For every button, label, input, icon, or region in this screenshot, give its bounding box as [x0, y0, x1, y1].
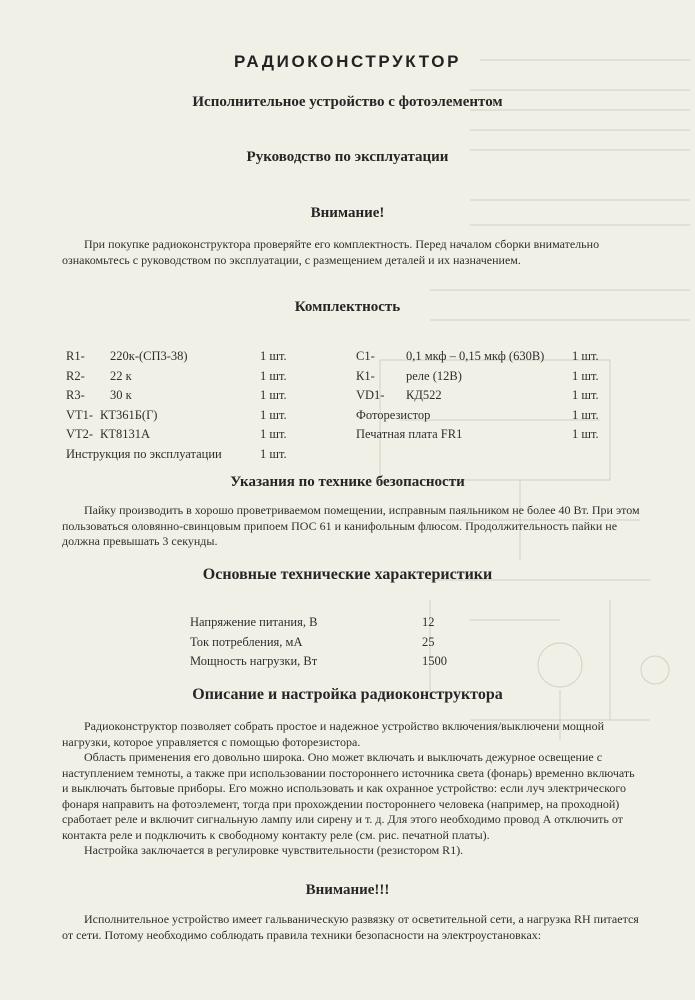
kit-qty: 1 шт. [572, 349, 599, 363]
kit-value: 220к-(СП3-38) [110, 349, 188, 363]
kit-value: 30 к [110, 388, 132, 402]
kit-ref: R1- [66, 349, 85, 363]
specs-table [190, 613, 510, 672]
product-subtitle: Исполнительное устройство с фотоэлементом [192, 94, 503, 110]
kit-value: 22 к [110, 368, 132, 383]
kit-qty: 1 шт. [260, 388, 287, 402]
description-paragraph: Радиоконструктор позволяет собрать простое и надежное устройство включения/выключени мощной нагрузки, которое управляется с помощью фоторезистора. [62, 719, 604, 749]
kit-row [66, 386, 626, 406]
kit-qty: 1 шт. [572, 388, 599, 402]
kit-qty: 1 шт. [572, 407, 599, 422]
kit-value: реле (12В) [406, 368, 462, 383]
kit-value: КТ8131А [100, 427, 150, 441]
kit-row [66, 406, 626, 426]
kit-ref: R2- [66, 368, 85, 383]
spec-label: Напряжение питания, В [190, 615, 318, 629]
safety-text [62, 503, 640, 550]
kit-row [66, 425, 626, 445]
kit-heading: Комплектность [294, 299, 401, 315]
kit-qty: 1 шт. [260, 446, 287, 461]
spec-row [190, 652, 510, 672]
spec-value: 12 [422, 615, 435, 629]
safety-paragraph: Пайку производить в хорошо проветриваемом помещении, исправным паяльником не более 40 Вт. При этом пользоваться оловянно-свинцовым припоем ПОС 61 и канифольным флюсом. Продолжительность пайки не должна превышать 3 секунды. [62, 503, 640, 548]
kit-list [66, 347, 626, 464]
kit-row [66, 347, 626, 367]
kit-row [66, 445, 626, 465]
kit-qty: 1 шт. [260, 368, 287, 383]
page-title: РАДИОКОНСТРУКТОР [233, 52, 462, 71]
warning-heading: Внимание! [310, 205, 385, 221]
kit-value: КТ361Б(Г) [100, 407, 158, 422]
description-heading: Описание и настройка радиоконструктора [192, 686, 503, 703]
kit-ref: К1- [356, 368, 375, 383]
spec-row [190, 633, 510, 653]
description-text [62, 719, 640, 859]
kit-qty: 1 шт. [572, 368, 599, 383]
warning-text [62, 237, 640, 268]
kit-ref: С1- [356, 349, 375, 363]
kit-value: КД522 [406, 388, 442, 402]
warning2-heading: Внимание!!! [305, 882, 390, 898]
warning2-paragraph: Исполнительное устройство имеет гальваническую развязку от осветительной сети, а нагрузка RH питается от сети. Потому необходимо соблюдать правила техники безопасности на электроустановках: [62, 912, 639, 942]
kit-row [66, 367, 626, 387]
spec-row [190, 613, 510, 633]
manual-heading: Руководство по эксплуатации [246, 149, 449, 165]
spec-value: 1500 [422, 654, 447, 668]
spec-value: 25 [422, 634, 435, 649]
kit-qty: 1 шт. [260, 407, 287, 422]
kit-value: Инструкция по эксплуатации [66, 446, 222, 461]
kit-ref: R3- [66, 388, 85, 402]
kit-value: 0,1 мкф – 0,15 мкф (630В) [406, 349, 545, 363]
kit-ref: VD1- [356, 388, 385, 402]
warning2-text [62, 912, 640, 943]
kit-ref: VT1- [66, 407, 94, 422]
kit-value: Печатная плата FR1 [356, 427, 463, 441]
spec-label: Мощность нагрузки, Вт [190, 654, 318, 668]
description-paragraph: Область применения его довольно широка. Оно может включать и выключать дежурное освещение с наступлением темноты, а также при использовании постороннего источника света (фонарь) временно включать и выключать бытовые приборы. Его можно использовать и как охранное устройство: если луч электрического фонаря направить на фотоэлемент, тогда при прохождении постороннего человека (например, на проходной) сработает реле и включит сигнальную лампу или сирену и т. д. Для этого необходимо провод А отключить от контакта реле и подключить к свободному контакту реле (см. рис. печатной платы). [62, 750, 635, 842]
spec-label: Ток потребления, мА [190, 634, 303, 649]
safety-heading: Указания по технике безопасности [230, 474, 465, 490]
specs-heading: Основные технические характеристики [202, 566, 493, 583]
kit-ref: VT2- [66, 427, 94, 441]
warning-paragraph: При покупке радиоконструктора проверяйте его комплектность. Перед началом сборки внимательно ознакомьтесь с руководством по эксплуатации, с размещением деталей и их назначением. [62, 237, 600, 267]
kit-qty: 1 шт. [260, 349, 287, 363]
kit-qty: 1 шт. [260, 427, 287, 441]
kit-qty: 1 шт. [572, 427, 599, 441]
description-paragraph: Настройка заключается в регулировке чувствительности (резистором R1). [84, 843, 464, 857]
kit-value: Фоторезистор [356, 407, 431, 422]
